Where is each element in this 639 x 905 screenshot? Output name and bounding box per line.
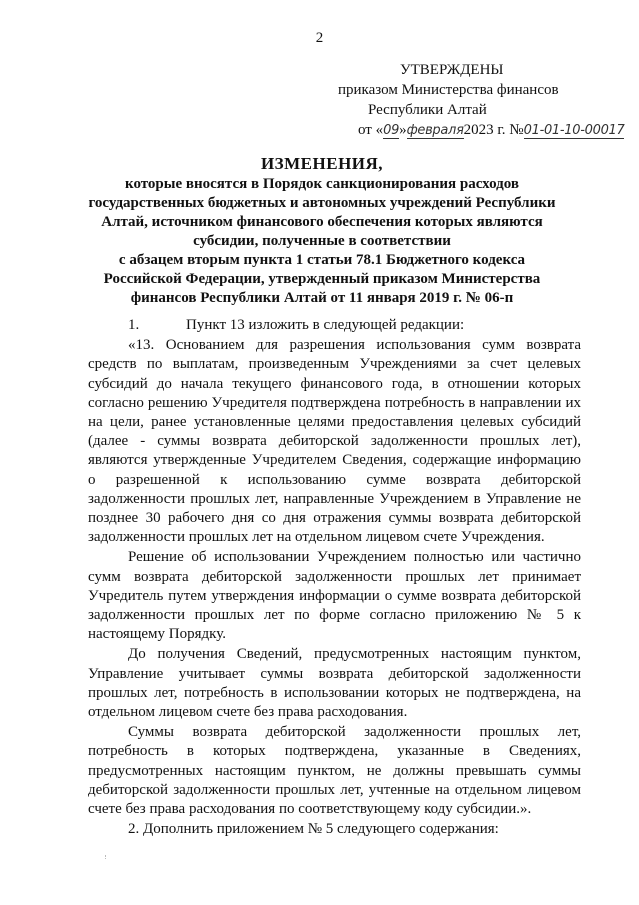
handwritten-day: 09 [383,123,400,138]
item-2: 2. Дополнить приложением № 5 следующего содержания: [128,821,499,838]
title-main: ИЗМЕНЕНИЯ, [260,154,384,173]
date-prefix: от « [358,122,384,138]
item-1-text: Пункт 13 изложить в следующей редакции: [186,317,465,333]
paragraph: До получения Сведений, предусмотренных настоящим пунктом, Управление учитывает суммы возврата дебиторской задолженности прошлых лет, потребность в использовании которых не подтверждена, на отдельном лицевом счете без права расходования. [88,646,581,721]
title-line: с абзацем вторым пункта 1 статьи 78.1 Бюджетного кодекса [118,252,526,268]
date-year-text: 2023 г. № [463,122,524,138]
approval-heading: УТВЕРЖДЕНЫ [400,62,504,78]
title-line: финансов Республики Алтай от 11 января 2019 г. № 06-п [130,290,514,306]
scan-mark [105,855,110,859]
handwritten-order-number: 01-01-10-00017 [523,123,625,138]
approval-block [338,60,624,141]
title-line: которые вносятся в Порядок санкционирования расходов [125,176,519,192]
item-1-number: 1. [128,317,140,333]
paragraph: Суммы возврата дебиторской задолженности прошлых лет, потребность в которых подтверждена, указанные в Сведениях, предусмотренных настоящим пунктом, не должны превышать суммы дебиторской задолженности прошлых лет, учтенные на отдельном лицевом счете без права расходования по соответствующему коду субсидии.». [88,724,581,818]
title-line: государственных бюджетных и автономных учреждений Республики [88,195,556,211]
approval-republic-line: Республики Алтай [368,102,487,118]
paragraph: «13. Основанием для разрешения использования сумм возврата средств по выплатам, произведенным Учреждениями за счет целевых субсидий до начала текущего финансового года, в отношении которых согласно решению Учредителя подтверждена потребность в направлении их на цели, ранее установленные целями предоставления целевых субсидий (далее - суммы возврата дебиторской задолженности прошлых лет), являются утвержденные Учредителем Сведения, содержащие информацию о разрешенной к использованию сумме возврата дебиторской задолженности прошлых лет, направленные Учреждением в Управление не позднее 30 рабочего дня со дня отражения суммы возврата дебиторской задолженности прошлых лет на отдельном лицевом счете Учреждения. [88,337,581,546]
title-line: Российской Федерации, утвержденный приказом Министерства [103,271,541,287]
title-line: субсидии, полученные в соответствии [193,233,451,249]
date-quote-close: » [399,122,407,138]
handwritten-month: февраля [406,123,464,138]
paragraph: Решение об использовании Учреждением полностью или частично сумм возврата дебиторской задолженности прошлых лет принимает Учредитель путем утверждения информации о сумме возврата дебиторской задолженности прошлых лет по форме согласно приложению № 5 к настоящему Порядку. [88,549,581,643]
approval-date-line [338,120,624,141]
title-line: Алтай, источником финансового обеспечения которых являются [101,214,543,230]
item-1 [88,316,581,335]
page-number: 2 [315,30,324,46]
document-body [88,316,581,839]
approval-order-line: приказом Министерства финансов [338,82,559,98]
document-title [82,154,562,308]
